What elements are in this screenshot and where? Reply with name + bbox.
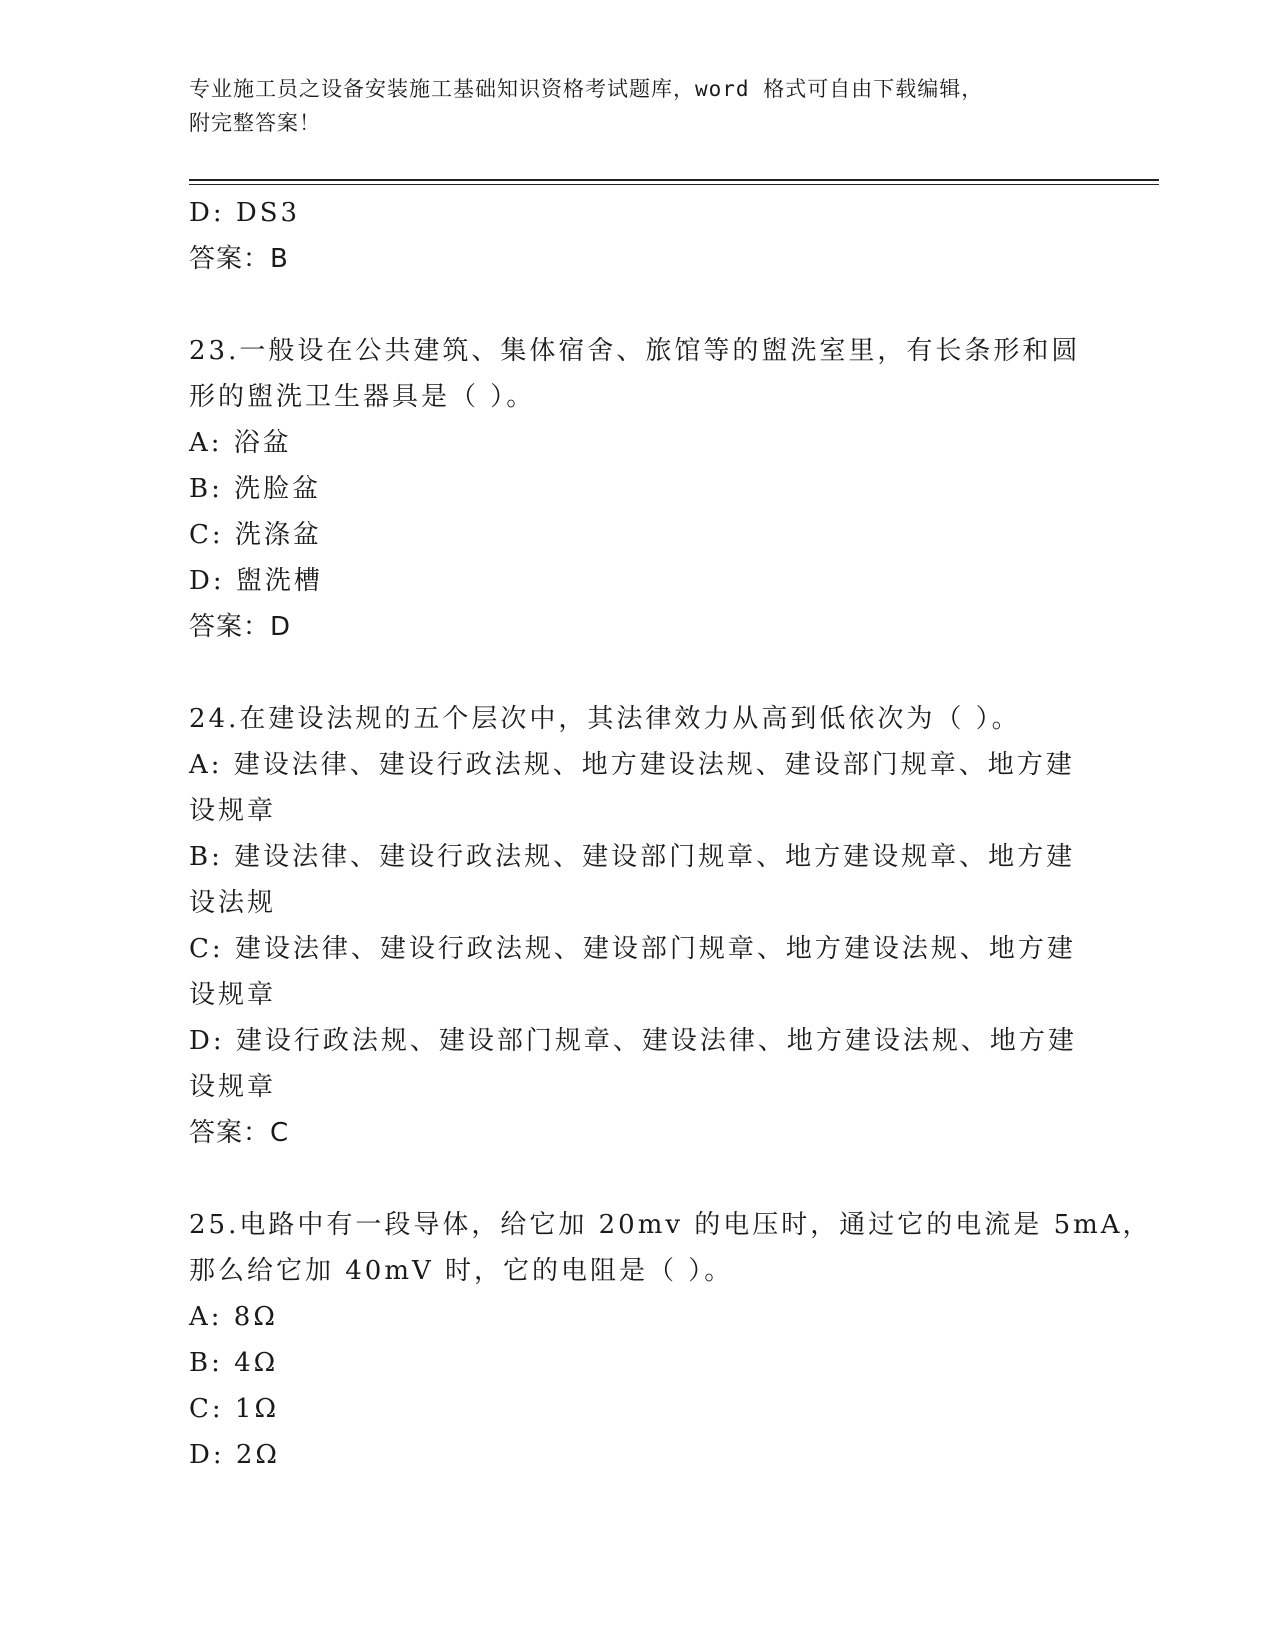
document-header bbox=[189, 72, 1089, 140]
question-23 bbox=[189, 328, 1089, 650]
question-24 bbox=[189, 696, 1089, 1156]
header-title-line-1: 专业施工员之设备安装施工基础知识资格考试题库，word 格式可自由下载编辑， bbox=[189, 77, 984, 101]
answer-label: 答案：D bbox=[189, 612, 292, 642]
option-b: B: 洗脸盆 bbox=[189, 474, 322, 504]
option-c: C: 洗涤盆 bbox=[189, 520, 322, 550]
question-22-tail bbox=[189, 190, 1089, 282]
question-text-cont: 形的盥洗卫生器具是（ ）。 bbox=[189, 382, 536, 412]
option-a-cont: 设规章 bbox=[189, 796, 277, 826]
spacer bbox=[189, 282, 1089, 328]
option-d: D: DS3 bbox=[189, 198, 301, 228]
option-d-cont: 设规章 bbox=[189, 1072, 277, 1102]
option-c: C: 1Ω bbox=[189, 1394, 280, 1424]
header-title-line-2: 附完整答案！ bbox=[189, 111, 321, 135]
option-b: B: 4Ω bbox=[189, 1348, 279, 1378]
answer-label: 答案：C bbox=[189, 1118, 290, 1148]
question-text: 25.电路中有一段导体，给它加 20mv 的电压时，通过它的电流是 5mA， bbox=[189, 1210, 1152, 1240]
question-text: 23.一般设在公共建筑、集体宿舍、旅馆等的盥洗室里，有长条形和圆 bbox=[189, 336, 1081, 366]
answer-label: 答案：B bbox=[189, 244, 289, 274]
header-divider bbox=[189, 179, 1159, 181]
option-c-cont: 设规章 bbox=[189, 980, 277, 1010]
spacer bbox=[189, 650, 1089, 696]
header-divider-thin bbox=[189, 184, 1159, 185]
question-text: 24.在建设法规的五个层次中，其法律效力从高到低依次为（ ）。 bbox=[189, 704, 1021, 734]
option-b: B: 建设法律、建设行政法规、建设部门规章、地方建设规章、地方建 bbox=[189, 842, 1076, 872]
question-list bbox=[189, 190, 1152, 1478]
question-text-cont: 那么给它加 40mV 时，它的电阻是（ ）。 bbox=[189, 1256, 734, 1286]
option-a: A: 8Ω bbox=[189, 1302, 278, 1332]
option-d: D: 2Ω bbox=[189, 1440, 280, 1470]
question-25 bbox=[189, 1202, 1152, 1478]
option-a: A: 浴盆 bbox=[189, 428, 292, 458]
option-d: D: 盥洗槽 bbox=[189, 566, 323, 596]
option-a: A: 建设法律、建设行政法规、地方建设法规、建设部门规章、地方建 bbox=[189, 750, 1075, 780]
option-b-cont: 设法规 bbox=[189, 888, 277, 918]
option-d: D: 建设行政法规、建设部门规章、建设法律、地方建设法规、地方建 bbox=[189, 1026, 1077, 1056]
spacer bbox=[189, 1156, 1089, 1202]
option-c: C: 建设法律、建设行政法规、建设部门规章、地方建设法规、地方建 bbox=[189, 934, 1076, 964]
